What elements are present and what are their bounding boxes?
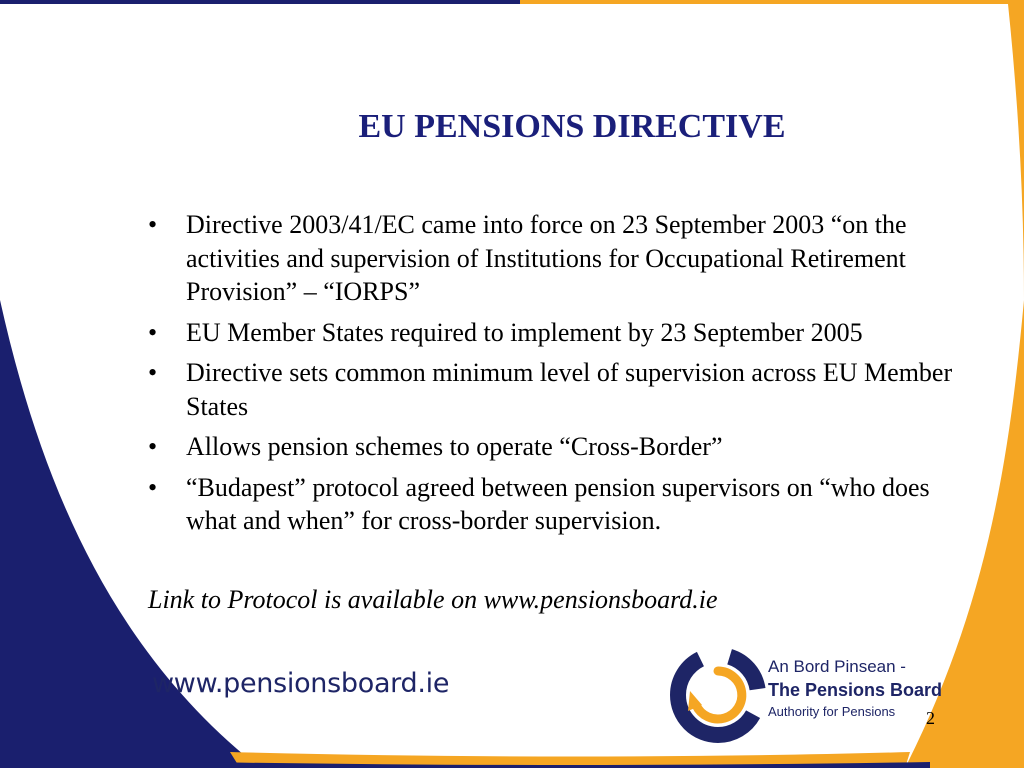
slide-title: EU PENSIONS DIRECTIVE xyxy=(358,108,786,145)
bullet-marker: • xyxy=(148,358,158,387)
bullet-text: Allows pension schemes to operate “Cross-Border” xyxy=(186,432,723,461)
bullet-item xyxy=(148,356,968,423)
bullet-text: Directive sets common minimum level of supervision across EU Member States xyxy=(186,358,953,421)
bullet-marker: • xyxy=(148,317,158,347)
bullet-text: Directive 2003/41/EC came into force on 23 September 2003 “on the activities and supervision of Institutions for Occupational Retirement Provision” – “IORPS” xyxy=(186,210,907,306)
bullet-item xyxy=(148,471,968,538)
bullet-text: “Budapest” protocol agreed between pension supervisors on “who does what and when” for cross-border supervision. xyxy=(186,472,930,535)
bullet-text: EU Member States required to implement by 23 September 2005 xyxy=(186,317,863,347)
footer-website: www.pensionsboard.ie xyxy=(152,668,450,699)
bullet-marker: • xyxy=(148,432,158,461)
org-name-irish: An Bord Pinsean - xyxy=(768,657,906,676)
protocol-link-note: Link to Protocol is available on www.pensionsboard.ie xyxy=(148,585,718,614)
bullet-item xyxy=(148,430,968,464)
page-number: 2 xyxy=(926,708,935,728)
bullet-item xyxy=(148,316,968,350)
org-name-english: The Pensions Board xyxy=(768,680,943,700)
org-tagline: Authority for Pensions xyxy=(768,704,896,719)
bullet-marker: • xyxy=(148,472,158,502)
pensions-board-logo-icon xyxy=(668,645,768,745)
bullet-list xyxy=(148,208,968,545)
bullet-marker: • xyxy=(148,210,158,239)
top-border-navy xyxy=(0,0,520,4)
top-border-orange xyxy=(520,0,1024,4)
bullet-item xyxy=(148,208,968,309)
org-name-block xyxy=(768,656,942,722)
right-orange-edge xyxy=(1008,4,1024,300)
